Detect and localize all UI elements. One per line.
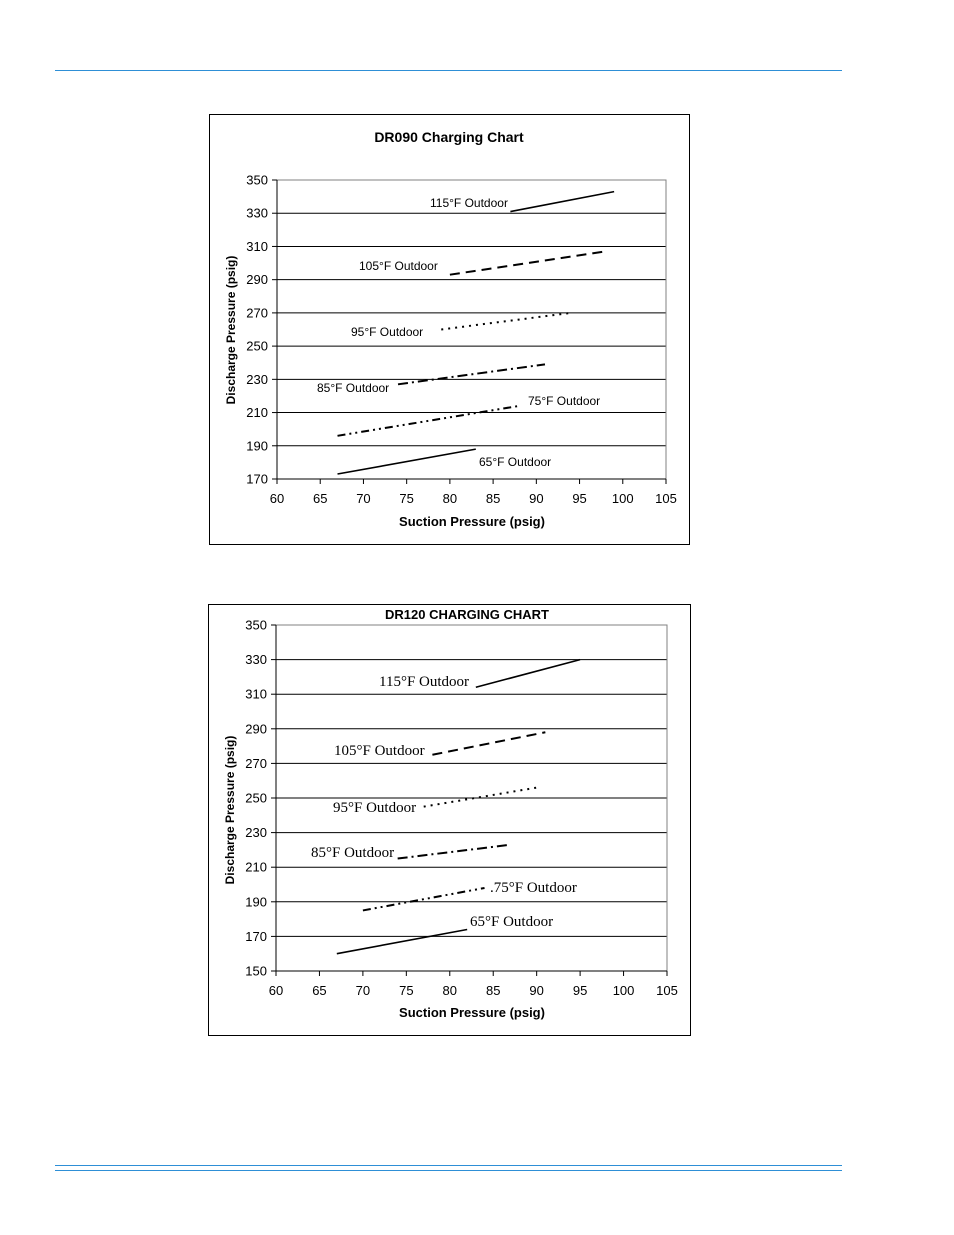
x-tick-label: 85 xyxy=(485,491,501,506)
y-tick-label: 230 xyxy=(246,371,268,387)
bottom-rule-thick xyxy=(55,1165,842,1166)
chart-title: DR120 CHARGING CHART xyxy=(385,607,549,622)
series-line xyxy=(424,788,537,807)
series-line xyxy=(337,929,467,953)
y-tick-label: 190 xyxy=(245,894,267,910)
x-tick-label: 90 xyxy=(529,983,544,998)
bottom-rule-thin xyxy=(55,1170,842,1171)
x-tick-label: 70 xyxy=(356,491,371,506)
x-tick-label: 85 xyxy=(485,983,501,998)
x-tick-label: 80 xyxy=(442,491,458,506)
chart-title: DR090 Charging Chart xyxy=(374,129,524,145)
series-line xyxy=(338,406,520,436)
y-axis-label: Discharge Pressure (psig) xyxy=(223,735,237,885)
y-tick-label: 230 xyxy=(245,825,267,841)
dr090-chart-svg xyxy=(210,115,689,544)
series-label: .75°F Outdoor xyxy=(490,880,577,896)
y-tick-label: 290 xyxy=(246,272,268,288)
x-axis-label: Suction Pressure (psig) xyxy=(399,1005,545,1020)
y-tick-label: 330 xyxy=(246,205,268,221)
y-tick-label: 150 xyxy=(245,963,267,979)
x-tick-label: 100 xyxy=(612,983,635,998)
series-line xyxy=(398,845,511,859)
y-tick-label: 250 xyxy=(245,790,267,806)
x-tick-label: 105 xyxy=(655,491,677,506)
x-tick-label: 65 xyxy=(312,983,327,998)
series-line xyxy=(363,888,485,910)
dr120-chart-svg xyxy=(209,605,690,1035)
series-line xyxy=(476,660,580,688)
series-line xyxy=(450,251,606,274)
series-label: 115°F Outdoor xyxy=(379,674,470,690)
series-label: 85°F Outdoor xyxy=(317,381,390,395)
y-tick-label: 170 xyxy=(245,928,267,944)
y-tick-label: 270 xyxy=(245,755,267,771)
series-line xyxy=(510,192,614,212)
x-tick-label: 95 xyxy=(572,983,588,998)
y-tick-label: 210 xyxy=(245,859,267,875)
x-tick-label: 105 xyxy=(656,983,678,998)
series-label: 95°F Outdoor xyxy=(351,325,424,339)
x-tick-label: 90 xyxy=(529,491,544,506)
series-line xyxy=(398,364,545,384)
series-line xyxy=(432,732,545,754)
x-tick-label: 95 xyxy=(572,491,587,506)
x-tick-label: 80 xyxy=(442,983,458,998)
series-line xyxy=(338,449,476,474)
series-line xyxy=(441,313,571,330)
x-tick-label: 75 xyxy=(399,983,414,998)
x-axis-label: Suction Pressure (psig) xyxy=(399,514,545,529)
y-tick-label: 330 xyxy=(245,652,267,668)
y-tick-label: 310 xyxy=(246,238,268,254)
x-tick-label: 70 xyxy=(355,983,371,998)
series-label: 65°F Outdoor xyxy=(470,914,554,930)
y-tick-label: 250 xyxy=(246,338,268,354)
x-tick-label: 65 xyxy=(312,491,328,506)
x-tick-label: 60 xyxy=(269,491,285,506)
y-tick-label: 310 xyxy=(245,686,267,702)
series-label: 95°F Outdoor xyxy=(333,800,417,816)
series-label: 85°F Outdoor xyxy=(311,845,395,861)
top-rule xyxy=(55,70,842,71)
y-tick-label: 170 xyxy=(246,471,268,487)
y-tick-label: 290 xyxy=(245,721,267,737)
series-label: 75°F Outdoor xyxy=(528,394,601,408)
dr090-chart xyxy=(209,114,690,545)
plot-area xyxy=(277,180,666,479)
series-label: 65°F Outdoor xyxy=(479,455,552,469)
series-label: 105°F Outdoor xyxy=(334,743,425,759)
y-tick-label: 270 xyxy=(246,305,268,321)
y-tick-label: 350 xyxy=(245,617,267,633)
y-tick-label: 350 xyxy=(246,172,268,188)
x-tick-label: 60 xyxy=(268,983,284,998)
series-label: 105°F Outdoor xyxy=(359,259,438,273)
y-axis-label: Discharge Pressure (psig) xyxy=(224,255,238,405)
y-tick-label: 210 xyxy=(246,405,268,421)
x-tick-label: 100 xyxy=(611,491,634,506)
x-tick-label: 75 xyxy=(399,491,414,506)
series-label: 115°F Outdoor xyxy=(430,196,508,210)
y-tick-label: 190 xyxy=(246,438,268,454)
dr120-chart xyxy=(208,604,691,1036)
